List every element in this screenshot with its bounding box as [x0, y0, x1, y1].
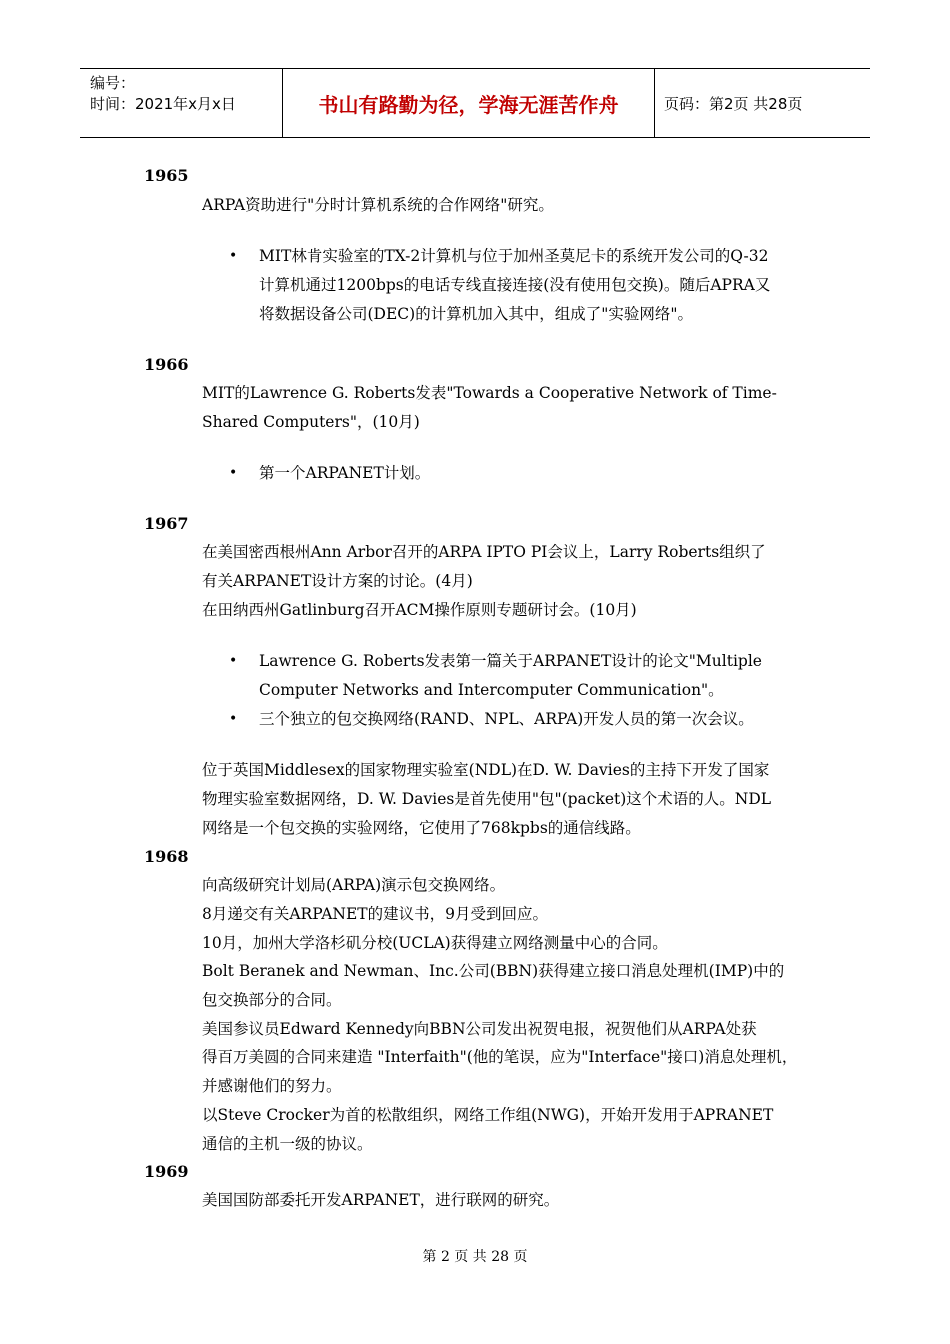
paragraph: 美国参议员Edward Kennedy向BBN公司发出祝贺电报，祝贺他们从ARPA处获: [202, 1020, 757, 1038]
bullet-line: Lawrence G. Roberts发表第一篇关于ARPANET设计的论文"Multiple: [259, 652, 762, 670]
paragraph: Bolt Beranek and Newman、Inc.公司(BBN)获得建立接口消息处理机(IMP)中的: [202, 962, 785, 980]
page-header: [80, 68, 870, 138]
header-motto-cell: [282, 69, 655, 137]
bullet-line: 三个独立的包交换网络(RAND、NPL、ARPA)开发人员的第一次会议。: [259, 710, 754, 728]
bullet-line: 计算机通过1200bps的电话专线直接连接(没有使用包交换)。随后APRA又: [259, 276, 771, 294]
header-meta: [80, 69, 282, 137]
paragraph: 在田纳西州Gatlinburg召开ACM操作原则专题研讨会。(10月): [202, 601, 637, 619]
paragraph: 在美国密西根州Ann Arbor召开的ARPA IPTO PI会议上，Larry Roberts组织了: [202, 543, 766, 561]
bullet-icon: •: [229, 711, 238, 727]
paragraph: 包交换部分的合同。: [202, 991, 342, 1009]
bullet-line: 将数据设备公司(DEC)的计算机加入其中，组成了"实验网络"。: [259, 305, 693, 323]
paragraph: 位于英国Middlesex的国家物理实验室(NDL)在D. W. Davies的主持下开发了国家: [202, 761, 770, 779]
number-label: 编号：: [90, 74, 136, 92]
paragraph: 并感谢他们的努力。: [202, 1077, 342, 1095]
header-page-info: 页码：第2页 共28页: [664, 94, 803, 113]
bullet-line: Computer Networks and Intercomputer Communication"。: [259, 681, 724, 699]
bullet-line: 第一个ARPANET计划。: [259, 464, 431, 482]
paragraph: 美国国防部委托开发ARPANET，进行联网的研究。: [202, 1191, 560, 1209]
year-heading-1966: 1966: [144, 355, 189, 374]
paragraph: MIT的Lawrence G. Roberts发表"Towards a Cooperative Network of Time-: [202, 384, 777, 402]
paragraph: Shared Computers"，(10月): [202, 413, 420, 431]
paragraph: 得百万美圆的合同来建造 "Interfaith"(他的笔误，应为"Interface"接口)消息处理机，: [202, 1048, 798, 1066]
bullet-line: MIT林肯实验室的TX-2计算机与位于加州圣莫尼卡的系统开发公司的Q-32: [259, 247, 769, 265]
time-label: 时间：2021年x月x日: [90, 95, 236, 113]
paragraph: 10月，加州大学洛杉矶分校(UCLA)获得建立网络测量中心的合同。: [202, 934, 668, 952]
paragraph: 通信的主机一级的协议。: [202, 1135, 373, 1153]
year-heading-1969: 1969: [144, 1162, 189, 1181]
year-heading-1967: 1967: [144, 514, 189, 533]
header-motto: 书山有路勤为径，学海无涯苦作舟: [318, 92, 619, 117]
paragraph: 物理实验室数据网络，D. W. Davies是首先使用"包"(packet)这个术语的人。NDL: [202, 790, 772, 808]
paragraph: ARPA资助进行"分时计算机系统的合作网络"研究。: [202, 196, 554, 214]
paragraph: 网络是一个包交换的实验网络，它使用了768kpbs的通信线路。: [202, 819, 641, 837]
paragraph: 有关ARPANET设计方案的讨论。(4月): [202, 572, 473, 590]
paragraph: 以Steve Crocker为首的松散组织，网络工作组(NWG)，开始开发用于APRANET: [202, 1106, 774, 1124]
bullet-icon: •: [229, 653, 238, 669]
year-heading-1965: 1965: [144, 166, 189, 185]
bullet-icon: •: [229, 248, 238, 264]
year-heading-1968: 1968: [144, 847, 189, 866]
bullet-icon: •: [229, 465, 238, 481]
paragraph: 8月递交有关ARPANET的建议书，9月受到回应。: [202, 905, 549, 923]
paragraph: 向高级研究计划局(ARPA)演示包交换网络。: [202, 876, 506, 894]
page-footer: 第 2 页 共 28 页: [422, 1249, 528, 1265]
